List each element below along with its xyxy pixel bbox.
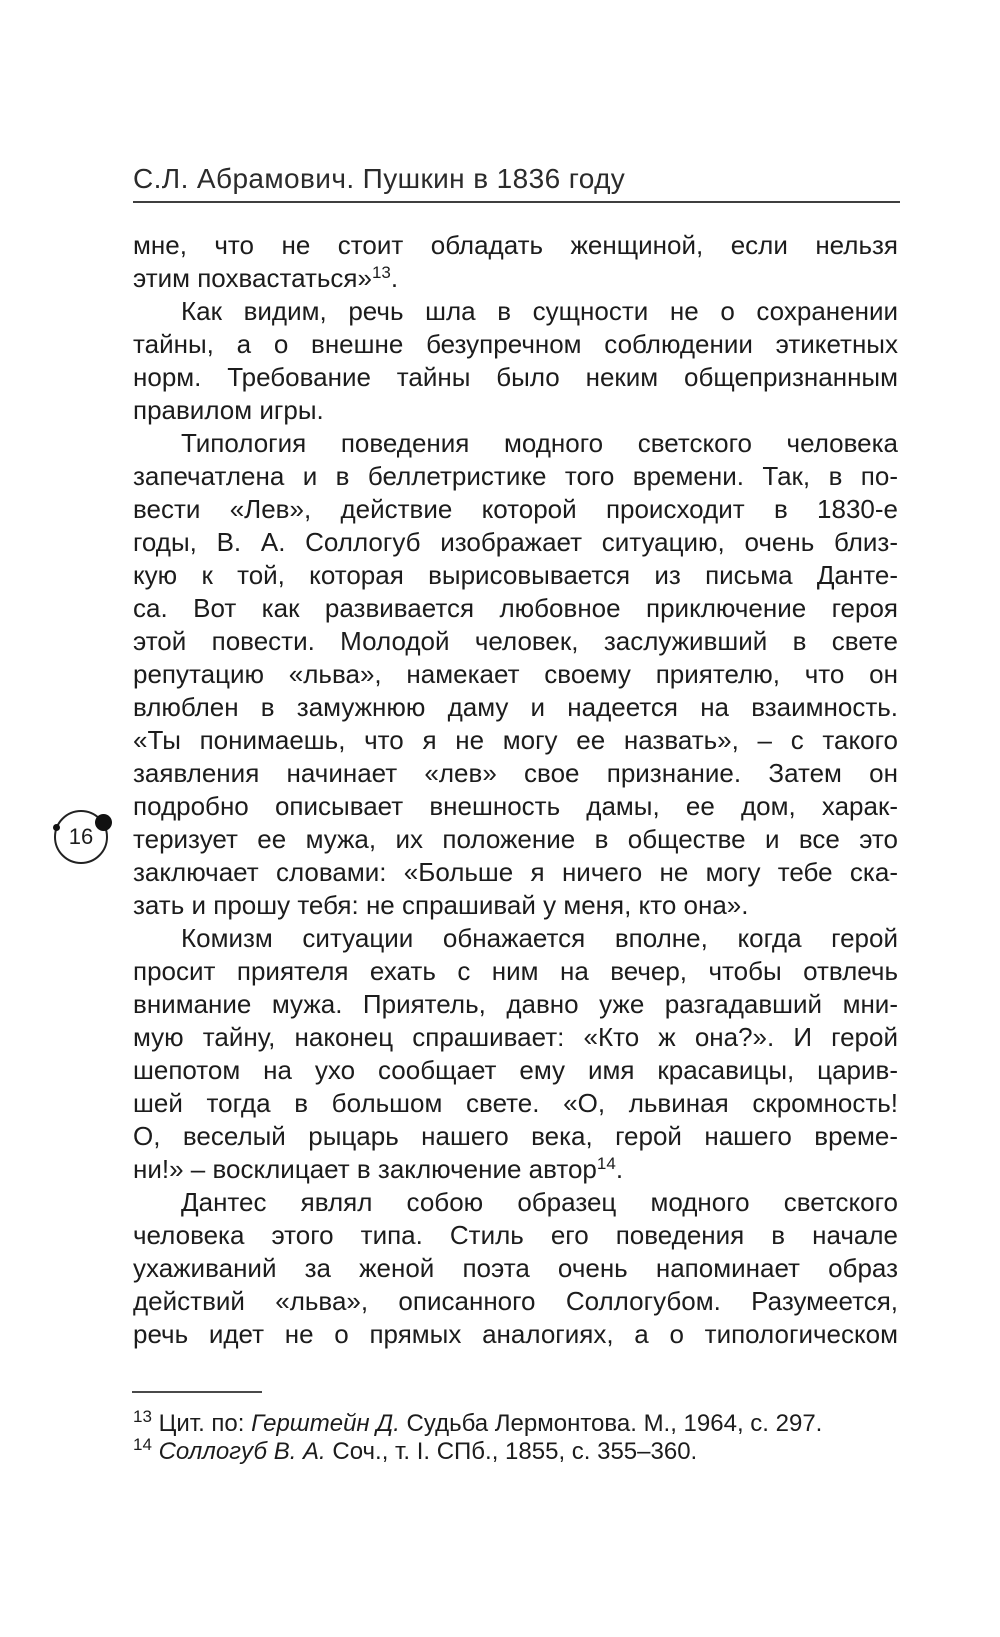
- text-line: репутацию «льва», намекает своему приятелю, что он: [133, 659, 898, 689]
- text-line: ухаживаний за женой поэта очень напоминает образ: [133, 1253, 898, 1283]
- footnote-ref: 13: [371, 263, 391, 282]
- footnote-ref: 14: [596, 1154, 616, 1173]
- text-line: теризует ее мужа, их положение в обществе и все это: [133, 824, 898, 854]
- footnote-author: Герштейн Д.: [251, 1410, 400, 1437]
- text-line: са. Вот как развивается любовное приключение героя: [133, 593, 898, 623]
- text-line: этим похвастаться»$^{13}$.: [133, 263, 399, 293]
- text-line: тайны, а о внешне безупречном соблюдении этикетных: [133, 329, 898, 359]
- text-line: этой повести. Молодой человек, заслуживший в свете: [133, 626, 898, 656]
- text-line: заявления начинает «лев» свое признание. Затем он: [133, 758, 898, 788]
- page-number-marker: [54, 810, 108, 864]
- text-line: заключает словами: «Больше я ничего не могу тебе ска-: [133, 857, 898, 887]
- text-line: действий «льва», описанного Соллогубом. Разумеется,: [133, 1286, 898, 1316]
- text-line: внимание мужа. Приятель, давно уже разгадавший мни-: [133, 989, 898, 1019]
- footnote-text: Цит. по:: [158, 1410, 252, 1437]
- text-line: норм. Требование тайны было неким общепризнанным: [133, 362, 898, 392]
- page-number: 16: [68, 824, 94, 849]
- body-text: [133, 229, 898, 1351]
- text-line: Комизм ситуации обнажается вполне, когда герой: [181, 923, 898, 953]
- text-line: шей тогда в большом свете. «О, львиная скромность!: [133, 1088, 898, 1118]
- text-line: Как видим, речь шла в сущности не о сохранении: [181, 296, 898, 326]
- text-line: годы, В. А. Соллогуб изображает ситуацию, очень близ-: [133, 527, 898, 557]
- running-header: С.Л. Абрамович. Пушкин в 1836 году: [133, 163, 626, 194]
- text-line: запечатлена и в беллетристике того времени. Так, в по-: [133, 461, 898, 491]
- text-line: мне, что не стоит обладать женщиной, если нельзя: [133, 230, 898, 260]
- footnote-marker: 13: [133, 1407, 152, 1426]
- footnote-marker: 14: [133, 1435, 152, 1454]
- text-line: зать и прошу тебя: не спрашивай у меня, кто она».: [133, 890, 749, 920]
- text-line: речь идет не о прямых аналогиях, а о типологическом: [133, 1319, 898, 1349]
- text-line: просит приятеля ехать с ним на вечер, чтобы отвлечь: [133, 956, 898, 986]
- text-line: подробно описывает внешность дамы, ее дом, харак-: [133, 791, 898, 821]
- text-line: Дантес являл собою образец модного светского: [181, 1187, 898, 1217]
- text-line: О, веселый рыцарь нашего века, герой нашего време-: [133, 1121, 898, 1151]
- header-rule: [133, 201, 900, 203]
- bullet-dot-large-icon: [95, 814, 112, 831]
- footnote-author: Соллогуб В. А.: [158, 1438, 326, 1465]
- text-line: Типология поведения модного светского человека: [181, 428, 898, 458]
- footnote-text: Судьба Лермонтова. М., 1964, с. 297.: [399, 1410, 823, 1437]
- text-line: ни!» – восклицает в заключение автор$^{14}$.: [133, 1154, 624, 1184]
- text-line: шепотом на ухо сообщает ему имя красавицы, царив-: [133, 1055, 898, 1085]
- text-line: правилом игры.: [133, 395, 324, 425]
- text-line: мую тайну, наконец спрашивает: «Кто ж она?». И герой: [133, 1022, 898, 1052]
- text-line: человека этого типа. Стиль его поведения в начале: [133, 1220, 898, 1250]
- footnote: [133, 1407, 898, 1438]
- text-line: кую к той, которая вырисовывается из письма Данте-: [133, 560, 898, 590]
- text-line: «Ты понимаешь, что я не могу ее назвать», – с такого: [133, 725, 898, 755]
- footnote: [133, 1435, 898, 1466]
- footnote-separator: [132, 1391, 262, 1393]
- bullet-dot-small-icon: [53, 824, 60, 831]
- footnote-text: Соч., т. I. СПб., 1855, с. 355–360.: [325, 1438, 698, 1465]
- text-line: влюблен в замужнюю даму и надеется на взаимность.: [133, 692, 898, 722]
- text-line: вести «Лев», действие которой происходит в 1830-е: [133, 494, 898, 524]
- footnotes: [133, 1407, 898, 1466]
